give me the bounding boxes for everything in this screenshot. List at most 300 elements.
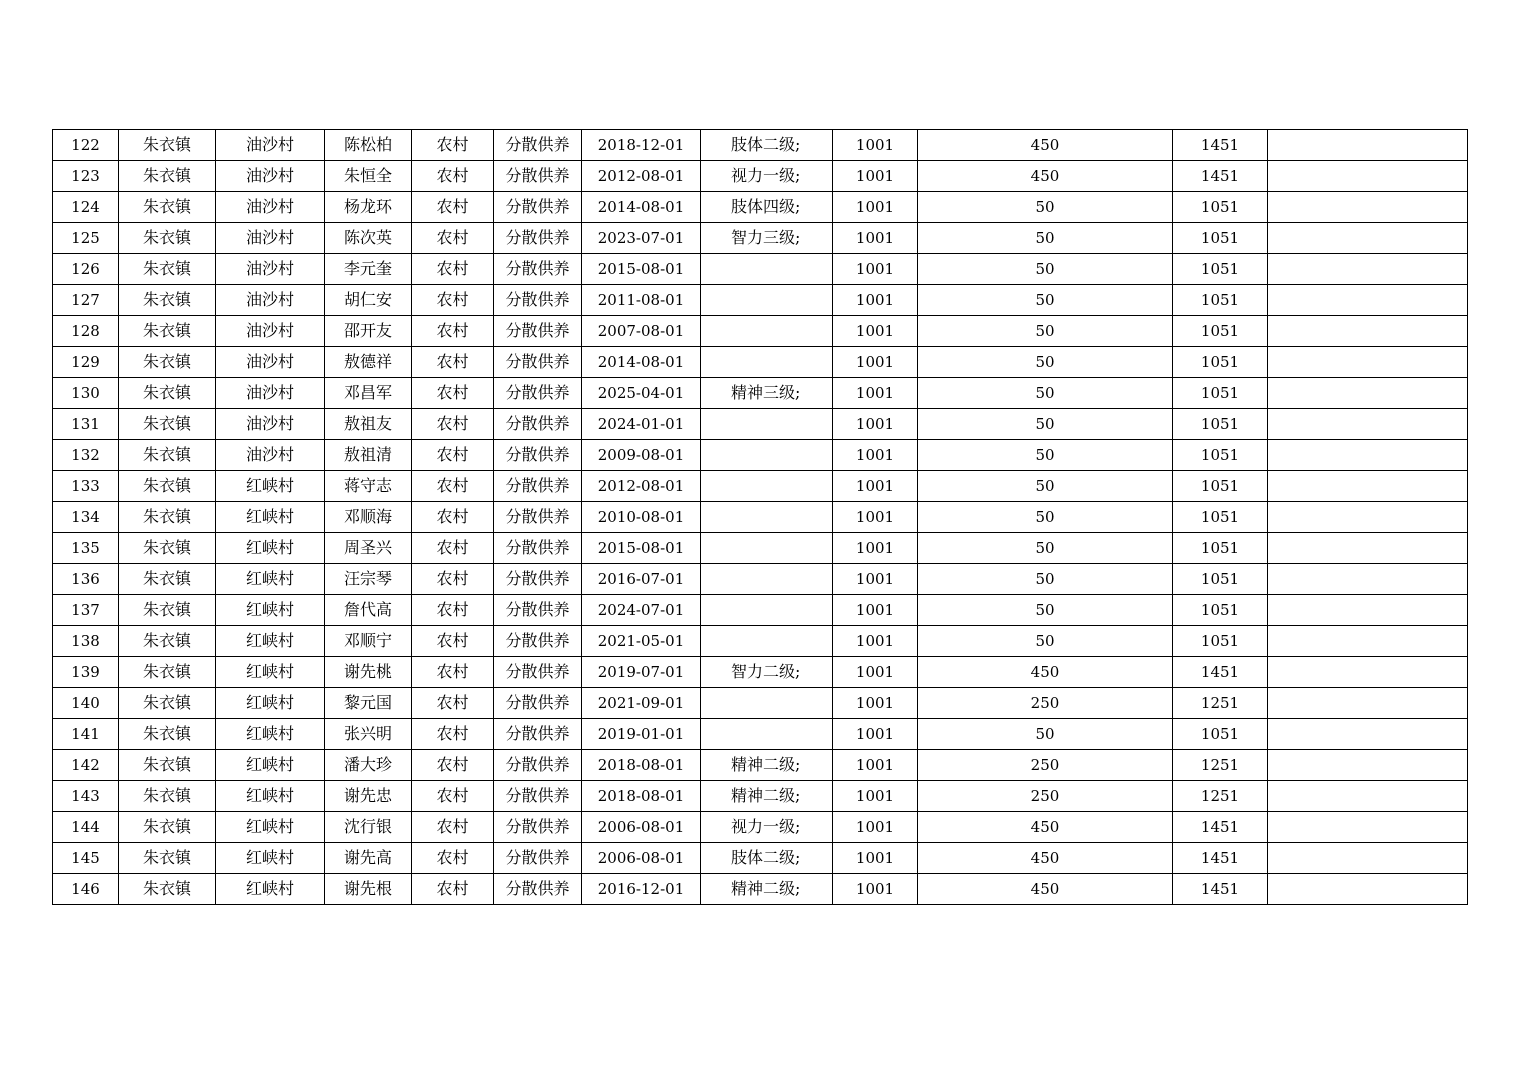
cell-support-type: 分散供养 (494, 874, 582, 905)
cell-name: 胡仁安 (325, 285, 412, 316)
cell-index: 134 (53, 502, 119, 533)
cell-index: 145 (53, 843, 119, 874)
cell-support-type: 分散供养 (494, 719, 582, 750)
cell-disability (701, 285, 833, 316)
cell-subsidy: 450 (918, 874, 1173, 905)
cell-support-type: 分散供养 (494, 192, 582, 223)
cell-date: 2025-04-01 (582, 378, 701, 409)
cell-disability (701, 254, 833, 285)
cell-support-type: 分散供养 (494, 564, 582, 595)
cell-subsidy: 50 (918, 533, 1173, 564)
cell-subsidy: 50 (918, 719, 1173, 750)
cell-index: 123 (53, 161, 119, 192)
cell-total: 1051 (1173, 223, 1268, 254)
cell-village: 红峡村 (216, 874, 325, 905)
cell-disability: 精神三级; (701, 378, 833, 409)
table-row (53, 254, 1468, 285)
cell-index: 138 (53, 626, 119, 657)
cell-town: 朱衣镇 (119, 750, 216, 781)
cell-note (1268, 440, 1468, 471)
table-row (53, 843, 1468, 874)
cell-area: 农村 (412, 626, 494, 657)
cell-total: 1051 (1173, 285, 1268, 316)
cell-name: 谢先高 (325, 843, 412, 874)
cell-index: 140 (53, 688, 119, 719)
cell-total: 1051 (1173, 471, 1268, 502)
cell-note (1268, 471, 1468, 502)
cell-total: 1451 (1173, 161, 1268, 192)
table-row (53, 564, 1468, 595)
cell-subsidy: 450 (918, 812, 1173, 843)
cell-date: 2019-01-01 (582, 719, 701, 750)
cell-disability: 视力一级; (701, 812, 833, 843)
cell-town: 朱衣镇 (119, 719, 216, 750)
cell-subsidy: 50 (918, 347, 1173, 378)
cell-area: 农村 (412, 130, 494, 161)
cell-support-type: 分散供养 (494, 657, 582, 688)
cell-note (1268, 657, 1468, 688)
cell-note (1268, 378, 1468, 409)
cell-area: 农村 (412, 564, 494, 595)
table-row (53, 502, 1468, 533)
cell-date: 2012-08-01 (582, 471, 701, 502)
cell-name: 陈次英 (325, 223, 412, 254)
cell-name: 詹代高 (325, 595, 412, 626)
cell-date: 2006-08-01 (582, 812, 701, 843)
table-row (53, 657, 1468, 688)
cell-disability: 智力二级; (701, 657, 833, 688)
data-sheet (52, 129, 1467, 905)
cell-town: 朱衣镇 (119, 223, 216, 254)
table-row (53, 378, 1468, 409)
cell-subsidy: 50 (918, 440, 1173, 471)
cell-base-amount: 1001 (833, 192, 918, 223)
table-row (53, 347, 1468, 378)
cell-name: 周圣兴 (325, 533, 412, 564)
cell-base-amount: 1001 (833, 285, 918, 316)
cell-village: 油沙村 (216, 347, 325, 378)
table-row (53, 316, 1468, 347)
cell-disability: 肢体二级; (701, 130, 833, 161)
cell-area: 农村 (412, 440, 494, 471)
table-row (53, 440, 1468, 471)
cell-name: 张兴明 (325, 719, 412, 750)
cell-base-amount: 1001 (833, 688, 918, 719)
cell-base-amount: 1001 (833, 533, 918, 564)
cell-name: 邓昌军 (325, 378, 412, 409)
cell-base-amount: 1001 (833, 781, 918, 812)
cell-town: 朱衣镇 (119, 440, 216, 471)
cell-village: 油沙村 (216, 409, 325, 440)
cell-village: 红峡村 (216, 812, 325, 843)
cell-support-type: 分散供养 (494, 626, 582, 657)
table-row (53, 626, 1468, 657)
cell-name: 谢先根 (325, 874, 412, 905)
cell-name: 陈松柏 (325, 130, 412, 161)
cell-total: 1051 (1173, 316, 1268, 347)
cell-village: 红峡村 (216, 502, 325, 533)
cell-name: 敖祖友 (325, 409, 412, 440)
cell-base-amount: 1001 (833, 161, 918, 192)
cell-support-type: 分散供养 (494, 347, 582, 378)
cell-subsidy: 50 (918, 316, 1173, 347)
cell-support-type: 分散供养 (494, 781, 582, 812)
cell-base-amount: 1001 (833, 812, 918, 843)
cell-area: 农村 (412, 874, 494, 905)
cell-area: 农村 (412, 657, 494, 688)
cell-village: 红峡村 (216, 626, 325, 657)
cell-village: 油沙村 (216, 223, 325, 254)
cell-total: 1051 (1173, 378, 1268, 409)
cell-date: 2019-07-01 (582, 657, 701, 688)
cell-town: 朱衣镇 (119, 254, 216, 285)
cell-town: 朱衣镇 (119, 130, 216, 161)
cell-date: 2006-08-01 (582, 843, 701, 874)
cell-total: 1051 (1173, 533, 1268, 564)
cell-index: 127 (53, 285, 119, 316)
cell-town: 朱衣镇 (119, 316, 216, 347)
cell-name: 朱恒全 (325, 161, 412, 192)
cell-date: 2011-08-01 (582, 285, 701, 316)
cell-area: 农村 (412, 781, 494, 812)
cell-date: 2018-12-01 (582, 130, 701, 161)
cell-support-type: 分散供养 (494, 471, 582, 502)
table-body (53, 130, 1468, 905)
table-row (53, 409, 1468, 440)
cell-area: 农村 (412, 347, 494, 378)
cell-note (1268, 223, 1468, 254)
cell-base-amount: 1001 (833, 440, 918, 471)
cell-village: 油沙村 (216, 440, 325, 471)
cell-index: 122 (53, 130, 119, 161)
cell-index: 135 (53, 533, 119, 564)
cell-date: 2018-08-01 (582, 750, 701, 781)
cell-index: 139 (53, 657, 119, 688)
cell-area: 农村 (412, 719, 494, 750)
cell-date: 2016-12-01 (582, 874, 701, 905)
cell-base-amount: 1001 (833, 719, 918, 750)
cell-town: 朱衣镇 (119, 161, 216, 192)
cell-disability (701, 688, 833, 719)
cell-disability: 精神二级; (701, 874, 833, 905)
cell-date: 2024-07-01 (582, 595, 701, 626)
cell-area: 农村 (412, 223, 494, 254)
cell-note (1268, 347, 1468, 378)
cell-support-type: 分散供养 (494, 409, 582, 440)
cell-subsidy: 50 (918, 254, 1173, 285)
cell-subsidy: 450 (918, 843, 1173, 874)
cell-base-amount: 1001 (833, 223, 918, 254)
cell-area: 农村 (412, 843, 494, 874)
cell-date: 2010-08-01 (582, 502, 701, 533)
cell-date: 2023-07-01 (582, 223, 701, 254)
cell-subsidy: 50 (918, 502, 1173, 533)
cell-village: 红峡村 (216, 533, 325, 564)
cell-index: 126 (53, 254, 119, 285)
cell-date: 2016-07-01 (582, 564, 701, 595)
cell-name: 黎元国 (325, 688, 412, 719)
cell-area: 农村 (412, 316, 494, 347)
cell-support-type: 分散供养 (494, 440, 582, 471)
cell-date: 2015-08-01 (582, 254, 701, 285)
cell-total: 1451 (1173, 812, 1268, 843)
cell-village: 红峡村 (216, 471, 325, 502)
cell-total: 1451 (1173, 657, 1268, 688)
cell-support-type: 分散供养 (494, 378, 582, 409)
cell-support-type: 分散供养 (494, 130, 582, 161)
cell-village: 红峡村 (216, 657, 325, 688)
cell-index: 136 (53, 564, 119, 595)
cell-village: 油沙村 (216, 316, 325, 347)
cell-subsidy: 50 (918, 285, 1173, 316)
cell-base-amount: 1001 (833, 874, 918, 905)
table-row (53, 688, 1468, 719)
cell-village: 红峡村 (216, 719, 325, 750)
table-row (53, 223, 1468, 254)
cell-base-amount: 1001 (833, 409, 918, 440)
table-row (53, 130, 1468, 161)
cell-town: 朱衣镇 (119, 688, 216, 719)
cell-total: 1051 (1173, 192, 1268, 223)
cell-name: 李元奎 (325, 254, 412, 285)
cell-subsidy: 450 (918, 657, 1173, 688)
cell-note (1268, 688, 1468, 719)
cell-town: 朱衣镇 (119, 874, 216, 905)
cell-village: 红峡村 (216, 750, 325, 781)
cell-date: 2014-08-01 (582, 347, 701, 378)
cell-disability: 精神二级; (701, 750, 833, 781)
cell-name: 汪宗琴 (325, 564, 412, 595)
table-row (53, 595, 1468, 626)
cell-area: 农村 (412, 688, 494, 719)
cell-name: 蒋守志 (325, 471, 412, 502)
cell-subsidy: 250 (918, 750, 1173, 781)
cell-support-type: 分散供养 (494, 533, 582, 564)
cell-town: 朱衣镇 (119, 378, 216, 409)
cell-name: 杨龙环 (325, 192, 412, 223)
cell-subsidy: 450 (918, 161, 1173, 192)
table-row (53, 161, 1468, 192)
cell-disability: 视力一级; (701, 161, 833, 192)
cell-date: 2009-08-01 (582, 440, 701, 471)
cell-date: 2007-08-01 (582, 316, 701, 347)
cell-village: 红峡村 (216, 688, 325, 719)
cell-support-type: 分散供养 (494, 161, 582, 192)
cell-town: 朱衣镇 (119, 192, 216, 223)
cell-base-amount: 1001 (833, 378, 918, 409)
cell-support-type: 分散供养 (494, 502, 582, 533)
cell-town: 朱衣镇 (119, 626, 216, 657)
cell-subsidy: 50 (918, 564, 1173, 595)
cell-note (1268, 254, 1468, 285)
cell-village: 红峡村 (216, 595, 325, 626)
cell-support-type: 分散供养 (494, 688, 582, 719)
cell-total: 1251 (1173, 781, 1268, 812)
cell-name: 敖祖清 (325, 440, 412, 471)
cell-note (1268, 285, 1468, 316)
cell-total: 1051 (1173, 564, 1268, 595)
cell-area: 农村 (412, 409, 494, 440)
cell-name: 谢先桃 (325, 657, 412, 688)
cell-note (1268, 843, 1468, 874)
cell-total: 1051 (1173, 440, 1268, 471)
cell-note (1268, 750, 1468, 781)
cell-date: 2012-08-01 (582, 161, 701, 192)
cell-disability (701, 564, 833, 595)
cell-support-type: 分散供养 (494, 254, 582, 285)
cell-village: 油沙村 (216, 254, 325, 285)
cell-village: 油沙村 (216, 130, 325, 161)
cell-total: 1051 (1173, 719, 1268, 750)
cell-area: 农村 (412, 192, 494, 223)
cell-index: 124 (53, 192, 119, 223)
cell-disability (701, 471, 833, 502)
cell-support-type: 分散供养 (494, 812, 582, 843)
records-table (52, 129, 1468, 905)
cell-index: 132 (53, 440, 119, 471)
cell-area: 农村 (412, 595, 494, 626)
cell-name: 邓顺宁 (325, 626, 412, 657)
cell-area: 农村 (412, 161, 494, 192)
cell-total: 1051 (1173, 502, 1268, 533)
cell-town: 朱衣镇 (119, 285, 216, 316)
cell-base-amount: 1001 (833, 626, 918, 657)
cell-town: 朱衣镇 (119, 843, 216, 874)
cell-note (1268, 533, 1468, 564)
cell-index: 130 (53, 378, 119, 409)
cell-area: 农村 (412, 254, 494, 285)
cell-village: 红峡村 (216, 843, 325, 874)
cell-town: 朱衣镇 (119, 564, 216, 595)
cell-subsidy: 50 (918, 378, 1173, 409)
cell-area: 农村 (412, 378, 494, 409)
cell-area: 农村 (412, 812, 494, 843)
cell-name: 邓顺海 (325, 502, 412, 533)
cell-base-amount: 1001 (833, 657, 918, 688)
cell-subsidy: 50 (918, 192, 1173, 223)
cell-support-type: 分散供养 (494, 595, 582, 626)
cell-index: 125 (53, 223, 119, 254)
cell-total: 1451 (1173, 874, 1268, 905)
cell-note (1268, 719, 1468, 750)
table-row (53, 750, 1468, 781)
cell-base-amount: 1001 (833, 316, 918, 347)
cell-base-amount: 1001 (833, 130, 918, 161)
cell-town: 朱衣镇 (119, 471, 216, 502)
cell-area: 农村 (412, 750, 494, 781)
cell-index: 141 (53, 719, 119, 750)
cell-note (1268, 595, 1468, 626)
table-row (53, 192, 1468, 223)
cell-index: 143 (53, 781, 119, 812)
cell-disability: 智力三级; (701, 223, 833, 254)
cell-total: 1451 (1173, 130, 1268, 161)
cell-total: 1251 (1173, 750, 1268, 781)
cell-note (1268, 161, 1468, 192)
cell-name: 谢先忠 (325, 781, 412, 812)
cell-total: 1051 (1173, 626, 1268, 657)
table-row (53, 285, 1468, 316)
cell-town: 朱衣镇 (119, 812, 216, 843)
cell-note (1268, 812, 1468, 843)
cell-town: 朱衣镇 (119, 781, 216, 812)
cell-date: 2014-08-01 (582, 192, 701, 223)
cell-index: 144 (53, 812, 119, 843)
cell-support-type: 分散供养 (494, 316, 582, 347)
cell-disability (701, 440, 833, 471)
cell-village: 红峡村 (216, 781, 325, 812)
cell-disability (701, 409, 833, 440)
cell-base-amount: 1001 (833, 564, 918, 595)
cell-subsidy: 50 (918, 626, 1173, 657)
cell-base-amount: 1001 (833, 502, 918, 533)
cell-town: 朱衣镇 (119, 409, 216, 440)
cell-disability (701, 533, 833, 564)
cell-subsidy: 50 (918, 223, 1173, 254)
cell-area: 农村 (412, 502, 494, 533)
cell-note (1268, 409, 1468, 440)
cell-town: 朱衣镇 (119, 595, 216, 626)
cell-index: 129 (53, 347, 119, 378)
cell-name: 邵开友 (325, 316, 412, 347)
cell-index: 142 (53, 750, 119, 781)
cell-date: 2024-01-01 (582, 409, 701, 440)
cell-base-amount: 1001 (833, 347, 918, 378)
cell-total: 1051 (1173, 409, 1268, 440)
cell-town: 朱衣镇 (119, 347, 216, 378)
cell-base-amount: 1001 (833, 843, 918, 874)
cell-name: 潘大珍 (325, 750, 412, 781)
cell-village: 油沙村 (216, 285, 325, 316)
cell-disability (701, 595, 833, 626)
cell-disability (701, 316, 833, 347)
cell-support-type: 分散供养 (494, 223, 582, 254)
cell-index: 137 (53, 595, 119, 626)
cell-date: 2021-09-01 (582, 688, 701, 719)
cell-disability (701, 719, 833, 750)
cell-total: 1451 (1173, 843, 1268, 874)
cell-subsidy: 50 (918, 595, 1173, 626)
cell-village: 油沙村 (216, 161, 325, 192)
cell-support-type: 分散供养 (494, 843, 582, 874)
cell-village: 油沙村 (216, 378, 325, 409)
cell-disability: 肢体二级; (701, 843, 833, 874)
cell-note (1268, 564, 1468, 595)
cell-disability (701, 347, 833, 378)
cell-subsidy: 50 (918, 409, 1173, 440)
cell-date: 2021-05-01 (582, 626, 701, 657)
cell-index: 131 (53, 409, 119, 440)
cell-index: 133 (53, 471, 119, 502)
cell-village: 红峡村 (216, 564, 325, 595)
cell-area: 农村 (412, 471, 494, 502)
table-row (53, 719, 1468, 750)
cell-name: 沈行银 (325, 812, 412, 843)
cell-disability (701, 502, 833, 533)
cell-note (1268, 130, 1468, 161)
table-row (53, 874, 1468, 905)
cell-base-amount: 1001 (833, 471, 918, 502)
cell-area: 农村 (412, 533, 494, 564)
cell-total: 1251 (1173, 688, 1268, 719)
cell-note (1268, 626, 1468, 657)
cell-subsidy: 250 (918, 781, 1173, 812)
cell-name: 敖德祥 (325, 347, 412, 378)
cell-village: 油沙村 (216, 192, 325, 223)
table-row (53, 812, 1468, 843)
cell-support-type: 分散供养 (494, 285, 582, 316)
cell-note (1268, 502, 1468, 533)
